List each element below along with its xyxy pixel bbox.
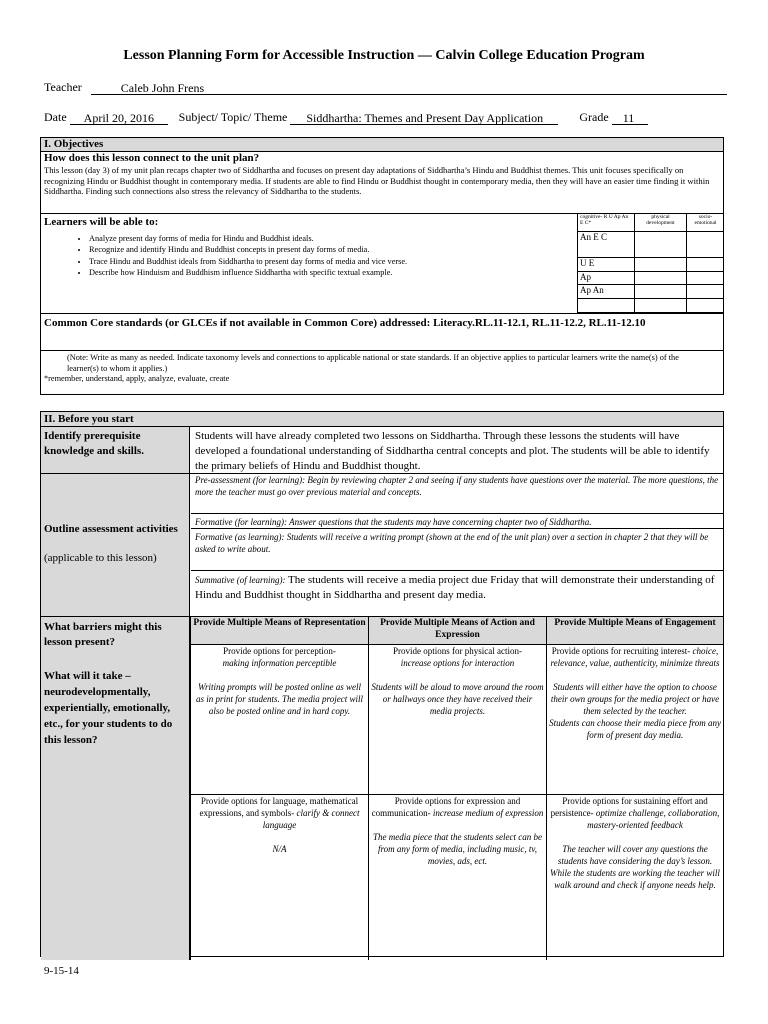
udl-text: Writing prompts will be posted online as well as in print for students. The media project will also be posted online and in hard copy. — [196, 681, 363, 716]
assessment-sub: (applicable to this lesson) — [44, 552, 157, 564]
learners-heading: Learners will be able to: — [44, 216, 159, 228]
connect-block — [41, 152, 723, 214]
udl-text: Provide options for perception- — [223, 645, 336, 656]
objective-item: • Recognize and identify Hindu and Buddhist concepts in present day forms of media. — [89, 244, 609, 255]
objective-item: • Trace Hindu and Buddhist ideals from Siddhartha to present day forms of media and vice verse. — [89, 256, 609, 267]
udl-text: choice, relevance, value, authenticity, minimize threats — [550, 645, 720, 668]
empty-cell — [635, 272, 687, 285]
udl-text: Provide options for expression and communication- — [371, 795, 521, 818]
cognitive-header: cognitive- R U Ap An E C* — [578, 214, 635, 232]
level-cell: U E — [578, 258, 635, 272]
empty-cell — [687, 272, 725, 285]
formative-as — [191, 529, 723, 571]
udl-head-engagement: Provide Multiple Means of Engagement — [547, 617, 724, 644]
assessment-label: Outline assessment activities — [44, 523, 178, 535]
socio-header: socio-emotional — [687, 214, 725, 232]
objectives-note: (Note: Write as many as needed. Indicate taxonomy levels and connections to applicable national or state standards. If an objective applies to particular learners write the name(s) of the learner(s) to whom it applies.) — [67, 353, 679, 373]
udl-text: clarify & connect language — [262, 807, 360, 830]
footer-date: 9-15-14 — [44, 965, 79, 977]
udl-text: Provide options for sustaining effort and persistence- — [550, 795, 708, 818]
form2-text: Students will receive a writing prompt (shown at the end of the unit plan) over a section in chapter 2 that they will be asked to write about. — [195, 532, 709, 554]
level-cell: Ap An — [578, 285, 635, 299]
empty-cell — [578, 299, 635, 313]
learners-block — [41, 214, 723, 314]
summ-label: Summative (of learning): — [195, 575, 286, 585]
date-row — [44, 110, 648, 125]
barriers-cell — [41, 617, 190, 960]
objective-item: • Analyze present day forms of media for Hindu and Buddhist ideals. — [89, 233, 609, 244]
standards: Common Core standards (or GLCEs if not available in Common Core) addressed: Literacy.RL.11-12.1, RL.11-12.2, RL.11-12.10 — [41, 314, 723, 351]
prereq-label: Identify prerequisite knowledge and skills. — [41, 427, 190, 473]
before-heading: II. Before you start — [41, 412, 723, 427]
empty-cell — [635, 299, 687, 313]
summative — [191, 571, 723, 616]
udl-text: optimize challenge, collaboration, mastery-oriented feedback — [587, 807, 720, 830]
udl-text: Provide options for physical action- — [393, 645, 522, 656]
before-section — [40, 411, 724, 957]
prereq-text: Students will have already completed two lessons on Siddhartha. Through these lessons the students will have developed a foundational understanding of Siddhartha central concepts and plot. The students will be able to identify the primary beliefs of Hindu and Buddhist thought. — [195, 430, 710, 472]
level-cell: An E C — [578, 232, 635, 258]
prereq-row — [41, 427, 723, 474]
objective-item: • Describe how Hinduism and Buddhism influence Siddhartha with specific textual example. — [89, 267, 609, 278]
teacher-row — [44, 80, 727, 95]
udl-perception-cell — [191, 644, 369, 794]
empty-cell — [687, 285, 725, 299]
udl-text: Provide options for recruiting interest- — [551, 645, 691, 656]
empty-cell — [687, 299, 725, 313]
subject-field: Siddhartha: Themes and Present Day Application — [290, 112, 558, 125]
date-label: Date — [44, 110, 67, 124]
udl-physical-cell — [369, 644, 547, 794]
udl-text: The media piece that the students select can be from any form of media, including music, tv, movies, ads, ect. — [373, 831, 542, 866]
empty-cell — [687, 258, 725, 272]
teacher-field: Caleb John Frens — [91, 82, 727, 95]
udl-text: N/A — [272, 843, 287, 854]
date-field: April 20, 2016 — [70, 112, 168, 125]
barriers-question: What barriers might this lesson present? — [44, 621, 162, 648]
pre-text: Begin by reviewing chapter 2 and seeing if any students have questions over the material. The more questions, the more the teacher must go over previous material and concepts. — [195, 475, 719, 497]
taxonomy-footnote: *remember, understand, apply, analyze, evaluate, create — [44, 374, 230, 383]
level-cell: Ap — [578, 272, 635, 285]
udl-text: Provide options for language, mathematical expressions, and symbols- — [199, 795, 359, 818]
taxonomy-table — [577, 213, 724, 313]
empty-cell — [635, 258, 687, 272]
empty-cell — [635, 232, 687, 258]
udl-text: increase medium of expression — [432, 807, 544, 818]
udl-text: Students will be aloud to move around the room or hallways once they have received their media projects. — [371, 681, 544, 716]
udl-text: Students will either have the option to choose their own groups for the media project or have them selected by the teacher. — [550, 681, 720, 716]
page-title: Lesson Planning Form for Accessible Instruction — Calvin College Education Program — [123, 48, 645, 63]
udl-head-representation: Provide Multiple Means of Representation — [191, 617, 369, 644]
pre-label: Pre-assessment (for learning): — [195, 475, 306, 485]
udl-block — [41, 617, 723, 960]
udl-text: increase options for interaction — [400, 657, 515, 668]
summ-text: The students will receive a media project due Friday that will demonstrate their understanding of Hindu and Buddhist thought in Siddhartha and present day media. — [195, 574, 715, 601]
teacher-label: Teacher — [44, 80, 82, 94]
udl-sustaining-cell — [547, 794, 724, 960]
assessment-label-cell — [41, 474, 190, 616]
empty-cell — [687, 232, 725, 258]
objectives-section — [40, 137, 724, 395]
udl-text: Students can choose their media piece from any form of present day media. — [549, 717, 721, 740]
objectives-heading: I. Objectives — [41, 138, 723, 152]
udl-expression-cell — [369, 794, 547, 960]
take-question: What will it take – neurodevelopmentally, experientially, emotionally, etc., for your students to do this lesson? — [44, 670, 173, 746]
udl-head-action: Provide Multiple Means of Action and Expression — [369, 617, 547, 644]
empty-cell — [635, 285, 687, 299]
udl-text: making information perceptible — [222, 657, 337, 668]
grade-field: 11 — [612, 112, 648, 125]
udl-recruiting-cell — [547, 644, 724, 794]
udl-table — [190, 617, 723, 960]
udl-text: The teacher will cover any questions the students have considering the day’s lesson. While the students are working the teacher will walk around and check if anyone needs help. — [550, 843, 720, 890]
grade-label: Grade — [579, 110, 609, 124]
subject-label: Subject/ Topic/ Theme — [178, 110, 288, 124]
objectives-list — [41, 233, 609, 278]
connect-answer: This lesson (day 3) of my unit plan recaps chapter two of Siddhartha and focuses on present day adaptations of Siddhartha’s Hindu and Buddhist themes. This unit focuses specifically on recognizing Hindu or Buddhist thought in contemporary media. If students are able to find Hindu or Buddhist thought in contemporary media, then they will have an easier time finding it within Siddhartha. Finding such connections also stress the relevancy of Siddhartha to the students. — [44, 165, 710, 196]
udl-language-cell — [191, 794, 369, 960]
pre-assessment — [191, 474, 723, 514]
form2-label: Formative (as learning): — [195, 532, 285, 542]
connect-question: How does this lesson connect to the unit plan? — [44, 152, 260, 164]
formative-for: Formative (for learning): Answer questions that the students may have concerning chapter two of Siddhartha. — [191, 514, 723, 529]
assessment-row — [41, 474, 723, 617]
physical-header: physical development — [635, 214, 687, 232]
